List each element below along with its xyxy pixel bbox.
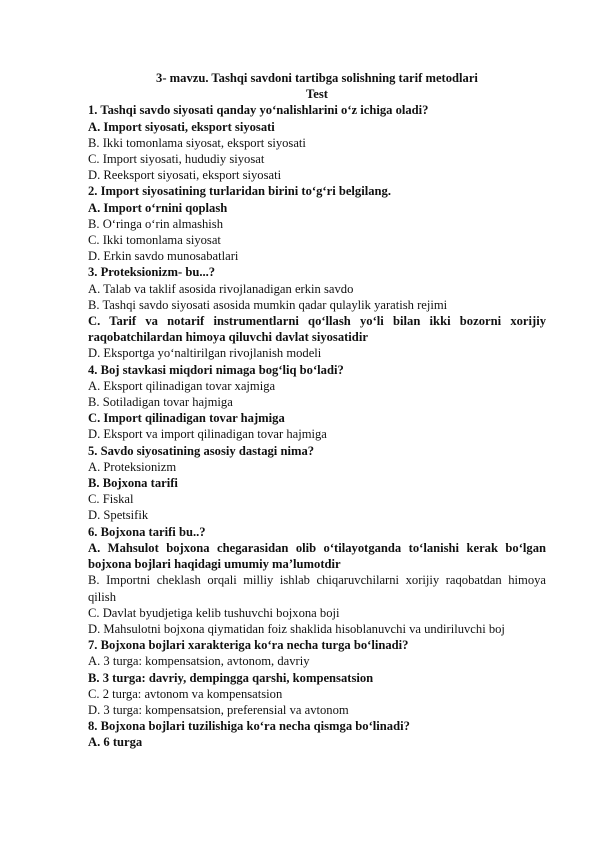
answer-option: D. Spetsifik: [88, 508, 149, 523]
document-subtitle: Test: [306, 87, 328, 102]
answer-option: C. Ikki tomonlama siyosat: [88, 233, 221, 248]
answer-option: B. Ikki tomonlama siyosat, eksport siyosati: [88, 135, 306, 150]
question-text: 4. Boj stavkasi miqdori nimaga bog‘liq bo‘ladi?: [88, 362, 344, 377]
correct-answer-option: C. Import qilinadigan tovar hajmiga: [88, 411, 285, 426]
test-body: [88, 102, 546, 750]
answer-option: D. Eksport va import qilinadigan tovar hajmiga: [88, 427, 327, 442]
question-text: 1. Tashqi savdo siyosati qanday yo‘nalishlarini o‘z ichiga oladi?: [88, 103, 429, 118]
answer-option: A. Proteksionizm: [88, 459, 177, 474]
answer-option: B. Tashqi savdo siyosati asosida mumkin qadar qulaylik yaratish rejimi: [88, 297, 448, 312]
correct-answer-option: A. Import siyosati, eksport siyosati: [88, 119, 275, 134]
question-text: 7. Bojxona bojlari xarakteriga ko‘ra necha turga bo‘linadi?: [88, 638, 409, 653]
question-text: 6. Bojxona tarifi bu..?: [88, 524, 206, 539]
question-text: 3. Proteksionizm- bu...?: [88, 265, 216, 280]
correct-answer-option: A. Mahsulot bojxona chegarasidan olib o‘tilayotganda to‘lanishi kerak bo‘lgan bojxona bojlari haqidagi umumiy ma’lumotdir: [88, 540, 546, 572]
question-text: 2. Import siyosatining turlaridan birini to‘g‘ri belgilang.: [88, 184, 391, 199]
answer-option: C. Import siyosati, hududiy siyosat: [88, 152, 265, 167]
answer-option: D. Erkin savdo munosabatlari: [88, 249, 239, 264]
answer-option: C. Fiskal: [88, 492, 134, 507]
answer-option: A. Talab va taklif asosida rivojlanadigan erkin savdo: [88, 281, 354, 296]
answer-option: B. Importni cheklash orqali milliy ishlab chiqaruvchilarni xorijiy raqobatdan himoya qilish: [88, 573, 546, 604]
answer-option: D. Eksportga yo‘naltirilgan rivojlanish modeli: [88, 346, 322, 361]
answer-option: D. 3 turga: kompensatsion, preferensial va avtonom: [88, 702, 349, 717]
correct-answer-option: C. Tarif va notarif instrumentlarni qo‘llash yo‘li bilan ikki bozorni xorijiy raqobatchilardan himoya qiluvchi davlat siyosatidir: [88, 314, 546, 345]
answer-option: A. 3 turga: kompensatsion, avtonom, davriy: [88, 654, 310, 669]
question-text: 5. Savdo siyosatining asosiy dastagi nima?: [88, 443, 315, 458]
document-title: 3- mavzu. Tashqi savdoni tartibga solishning tarif metodlari: [156, 71, 478, 85]
answer-option: C. 2 turga: avtonom va kompensatsion: [88, 686, 283, 701]
answer-option: D. Mahsulotni bojxona qiymatidan foiz shaklida hisoblanuvchi va undiriluvchi boj: [88, 621, 505, 636]
document-page: [88, 70, 546, 751]
correct-answer-option: A. 6 turga: [88, 735, 143, 750]
answer-option: B. O‘ringa o‘rin almashish: [88, 216, 224, 231]
correct-answer-option: A. Import o‘rnini qoplash: [88, 200, 228, 215]
answer-option: C. Davlat byudjetiga kelib tushuvchi bojxona boji: [88, 605, 340, 620]
answer-option: B. Sotiladigan tovar hajmiga: [88, 395, 233, 410]
correct-answer-option: B. Bojxona tarifi: [88, 476, 178, 491]
correct-answer-option: B. 3 turga: davriy, dempingga qarshi, kompensatsion: [88, 670, 374, 685]
answer-option: D. Reeksport siyosati, eksport siyosati: [88, 168, 282, 183]
answer-option: A. Eksport qilinadigan tovar xajmiga: [88, 378, 276, 393]
question-text: 8. Bojxona bojlari tuzilishiga ko‘ra necha qismga bo‘linadi?: [88, 719, 410, 734]
